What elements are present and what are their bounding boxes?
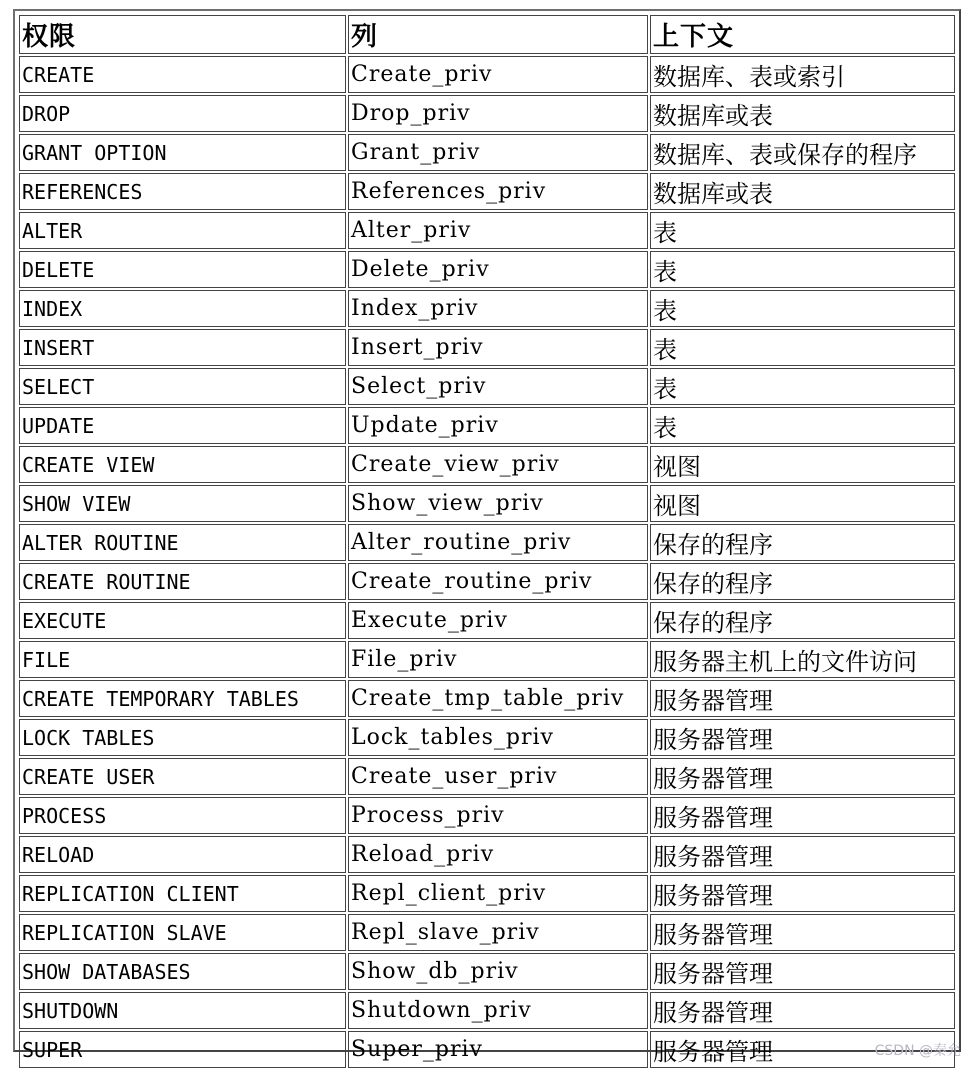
privilege-cell: ALTER: [19, 212, 346, 249]
column-cell: Execute_priv: [348, 602, 648, 639]
privilege-table-frame: [13, 9, 961, 1066]
table-row: [19, 719, 955, 756]
privilege-cell: SHOW DATABASES: [19, 953, 346, 990]
column-cell: Shutdown_priv: [348, 992, 648, 1029]
context-cell: 表: [650, 290, 955, 327]
table-row: [19, 758, 955, 795]
table-row: [19, 134, 955, 171]
context-cell: 服务器管理: [650, 953, 955, 990]
table-row: [19, 485, 955, 522]
privilege-cell: INSERT: [19, 329, 346, 366]
table-row: [19, 95, 955, 132]
privilege-cell: REPLICATION SLAVE: [19, 914, 346, 951]
table-row: [19, 56, 955, 93]
table-row: [19, 173, 955, 210]
column-cell: Index_priv: [348, 290, 648, 327]
privilege-cell: SHOW VIEW: [19, 485, 346, 522]
privilege-cell: FILE: [19, 641, 346, 678]
table-header-row: [19, 15, 955, 54]
context-cell: 服务器管理: [650, 875, 955, 912]
column-cell: Grant_priv: [348, 134, 648, 171]
context-cell: 服务器主机上的文件访问: [650, 641, 955, 678]
context-cell: 服务器管理: [650, 719, 955, 756]
table-row: [19, 251, 955, 288]
column-cell: Drop_priv: [348, 95, 648, 132]
privilege-cell: INDEX: [19, 290, 346, 327]
column-cell: Create_tmp_table_priv: [348, 680, 648, 717]
column-cell: Show_view_priv: [348, 485, 648, 522]
context-cell: 保存的程序: [650, 563, 955, 600]
context-cell: 保存的程序: [650, 602, 955, 639]
privilege-cell: SUPER: [19, 1031, 346, 1068]
column-cell: Create_routine_priv: [348, 563, 648, 600]
table-row: [19, 368, 955, 405]
context-cell: 服务器管理: [650, 914, 955, 951]
context-cell: 数据库、表或保存的程序: [650, 134, 955, 171]
privilege-cell: ALTER ROUTINE: [19, 524, 346, 561]
privilege-cell: RELOAD: [19, 836, 346, 873]
column-cell: Create_priv: [348, 56, 648, 93]
context-cell: 保存的程序: [650, 524, 955, 561]
column-cell: Update_priv: [348, 407, 648, 444]
privilege-cell: UPDATE: [19, 407, 346, 444]
privilege-cell: SHUTDOWN: [19, 992, 346, 1029]
column-cell: Select_priv: [348, 368, 648, 405]
column-cell: File_priv: [348, 641, 648, 678]
column-cell: Super_priv: [348, 1031, 648, 1068]
column-cell: Alter_priv: [348, 212, 648, 249]
context-cell: 数据库、表或索引: [650, 56, 955, 93]
table-row: [19, 290, 955, 327]
context-cell: 数据库或表: [650, 173, 955, 210]
table-row: [19, 641, 955, 678]
privilege-cell: GRANT OPTION: [19, 134, 346, 171]
column-cell: Insert_priv: [348, 329, 648, 366]
table-body: [19, 56, 955, 1068]
privilege-table: [17, 13, 957, 1070]
table-row: [19, 602, 955, 639]
privilege-cell: LOCK TABLES: [19, 719, 346, 756]
context-cell: 视图: [650, 446, 955, 483]
context-cell: 视图: [650, 485, 955, 522]
table-row: [19, 1031, 955, 1068]
table-row: [19, 407, 955, 444]
privilege-cell: SELECT: [19, 368, 346, 405]
header-column: 列: [348, 15, 648, 54]
privilege-cell: PROCESS: [19, 797, 346, 834]
column-cell: Create_view_priv: [348, 446, 648, 483]
column-cell: Show_db_priv: [348, 953, 648, 990]
context-cell: 服务器管理: [650, 836, 955, 873]
table-row: [19, 524, 955, 561]
column-cell: Reload_priv: [348, 836, 648, 873]
table-row: [19, 992, 955, 1029]
column-cell: References_priv: [348, 173, 648, 210]
column-cell: Repl_slave_priv: [348, 914, 648, 951]
context-cell: 表: [650, 251, 955, 288]
watermark-text: CSDN @秦允: [874, 1043, 961, 1059]
column-cell: Process_priv: [348, 797, 648, 834]
privilege-cell: DELETE: [19, 251, 346, 288]
privilege-cell: CREATE: [19, 56, 346, 93]
table-row: [19, 836, 955, 873]
column-cell: Alter_routine_priv: [348, 524, 648, 561]
header-context: 上下文: [650, 15, 955, 54]
privilege-cell: DROP: [19, 95, 346, 132]
table-row: [19, 875, 955, 912]
privilege-cell: REPLICATION CLIENT: [19, 875, 346, 912]
context-cell: 表: [650, 407, 955, 444]
context-cell: 服务器管理: [650, 1031, 955, 1068]
table-row: [19, 953, 955, 990]
privilege-cell: CREATE USER: [19, 758, 346, 795]
context-cell: 数据库或表: [650, 95, 955, 132]
table-row: [19, 680, 955, 717]
privilege-cell: CREATE TEMPORARY TABLES: [19, 680, 346, 717]
column-cell: Repl_client_priv: [348, 875, 648, 912]
privilege-cell: CREATE VIEW: [19, 446, 346, 483]
context-cell: 服务器管理: [650, 758, 955, 795]
column-cell: Lock_tables_priv: [348, 719, 648, 756]
context-cell: 服务器管理: [650, 680, 955, 717]
table-row: [19, 329, 955, 366]
table-row: [19, 797, 955, 834]
privilege-cell: CREATE ROUTINE: [19, 563, 346, 600]
column-cell: Delete_priv: [348, 251, 648, 288]
context-cell: 表: [650, 212, 955, 249]
privilege-cell: EXECUTE: [19, 602, 346, 639]
context-cell: 服务器管理: [650, 797, 955, 834]
table-row: [19, 212, 955, 249]
context-cell: 表: [650, 329, 955, 366]
context-cell: 表: [650, 368, 955, 405]
privilege-cell: REFERENCES: [19, 173, 346, 210]
header-privilege: 权限: [19, 15, 346, 54]
table-row: [19, 914, 955, 951]
table-row: [19, 446, 955, 483]
column-cell: Create_user_priv: [348, 758, 648, 795]
context-cell: 服务器管理: [650, 992, 955, 1029]
table-row: [19, 563, 955, 600]
